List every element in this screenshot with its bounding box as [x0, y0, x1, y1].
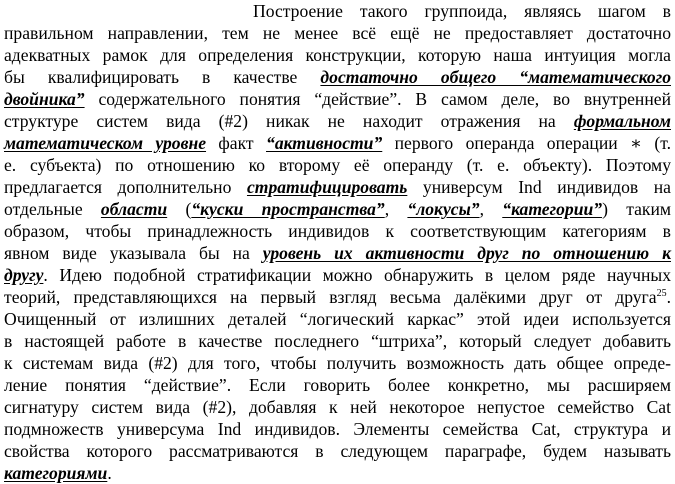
text-line [253, 0, 671, 22]
text-line [4, 308, 671, 330]
text-line [4, 110, 671, 132]
text-run: образом, чтобы принадлежность индивидов к соответствующим категориям в [4, 221, 671, 241]
text-run: к системам вида (#2) для того, чтобы получить возможность дать общее опреде- [4, 353, 671, 373]
footnote-ref: 25 [656, 288, 667, 300]
text-run: ление понятия “действие”. Если говорить более конкретно, мы расширяем [4, 375, 671, 395]
text-line [4, 132, 671, 154]
emphasized-term: уровень их активности друг по отношению к [262, 243, 671, 263]
text-run: . [666, 287, 671, 307]
text-line [4, 440, 671, 462]
text-run: факт [206, 133, 267, 153]
emphasized-term: математическом уровне [4, 133, 207, 153]
text-run: правильном направлении, тем не менее всё ещё не предоставляет достаточно [4, 23, 671, 43]
text-line [4, 220, 671, 242]
text-run: Очищенный от излишних деталей “логический каркас” этой идеи используется [4, 309, 671, 329]
emphasized-term: области [100, 199, 168, 219]
text-line [4, 44, 671, 66]
text-run: универсум Ind индивидов на [407, 177, 671, 197]
emphasized-term: другу [4, 265, 44, 285]
text-line [4, 286, 671, 308]
emphasized-term: стратифицировать [246, 177, 408, 197]
emphasized-term: достаточно общего “математического [320, 67, 671, 87]
text-run: первого операнда операции ∗ (т. [382, 133, 671, 153]
text-run: . [107, 463, 112, 483]
text-run: . Идею подобной стратификации можно обнаружить в целом ряде научных [43, 265, 671, 285]
text-line [4, 462, 671, 484]
text-run: подмножеств универсума Ind индивидов. Элементы семейства Cat, структура и [4, 419, 671, 439]
text-line [4, 374, 671, 396]
emphasized-term: “категории” [502, 199, 603, 219]
text-run: в настоящей работе в качестве последнего “штриха”, который следует добавить [4, 331, 671, 351]
emphasized-term: двойника” [4, 89, 85, 109]
emphasized-term: формальном [573, 111, 671, 131]
text-run: свойства которого рассматриваются в следующем параграфе, будем называть [4, 441, 671, 461]
text-line [4, 88, 671, 110]
emphasized-term: “локусы” [407, 199, 480, 219]
text-run: Построение такого группоида, являясь шагом в [253, 1, 671, 21]
text-line [4, 352, 671, 374]
text-line [4, 22, 671, 44]
text-line [4, 242, 671, 264]
emphasized-term: “активности” [266, 133, 383, 153]
emphasized-term: “куски пространства” [191, 199, 385, 219]
text-line [4, 264, 671, 286]
emphasized-term: категориями [4, 463, 108, 483]
text-line [4, 176, 671, 198]
text-run: , [384, 199, 408, 219]
text-run: явном виде указывала бы на [4, 243, 263, 263]
text-line [4, 66, 671, 88]
text-line [4, 330, 671, 352]
text-run: ( [167, 199, 192, 219]
text-line [4, 418, 671, 440]
text-line [4, 396, 671, 418]
text-run: отдельные [4, 199, 101, 219]
text-line [4, 198, 671, 220]
text-run: сигнатуру систем вида (#2), добавляя к ней некоторое непустое семейство Cat [4, 397, 671, 417]
text-run: е. субъекта) по отношению ко второму её операнду (т. е. объекту). Поэтому [4, 155, 671, 175]
text-run: предлагается дополнительно [4, 177, 247, 197]
text-run: теорий, представляющихся на первый взгляд весьма далёкими друг от друга [4, 287, 657, 307]
text-run: , [479, 199, 503, 219]
text-run: ) таким [602, 199, 672, 219]
text-run: адекватных рамок для определения конструкции, которую наша интуиция могла [4, 45, 671, 65]
text-line [4, 154, 671, 176]
text-run: структуре систем вида (#2) никак не находит отражения на [4, 111, 574, 131]
text-run: бы квалифицировать в качестве [4, 67, 321, 87]
text-run: содержательного понятия “действие”. В самом деле, во внутренней [84, 89, 671, 109]
